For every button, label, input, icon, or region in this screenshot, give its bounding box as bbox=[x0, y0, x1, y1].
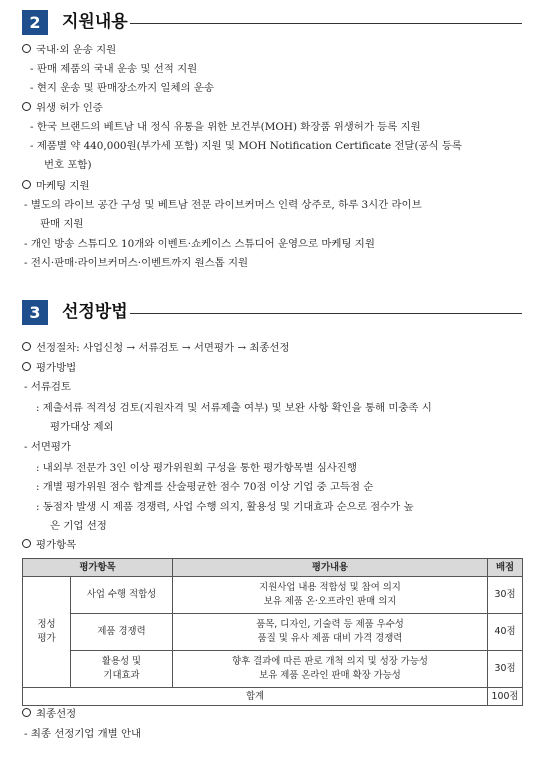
content-line: 품질 및 유사 제품 대비 가격 경쟁력 bbox=[257, 633, 403, 644]
table-row bbox=[23, 577, 523, 614]
bullet-circle-icon bbox=[22, 44, 31, 53]
list-item: : 내외부 전문가 3인 이상 평가위원회 구성을 통한 평가항목별 심사진행 bbox=[36, 462, 357, 474]
item-text: 평가항목 bbox=[36, 539, 77, 551]
list-item bbox=[22, 706, 76, 722]
table-header-row bbox=[23, 559, 523, 577]
content-line: 보유 제품 온·오프라인 판매 의지 bbox=[263, 596, 397, 607]
list-item: : 동점자 발생 시 제품 경쟁력, 사업 수행 의지, 활용성 및 기대효과 순으로 점수가 높 bbox=[36, 501, 414, 513]
section-title: 지원내용 bbox=[62, 12, 128, 32]
section-number-badge: 2 bbox=[22, 10, 48, 35]
section-rule bbox=[130, 313, 522, 314]
list-item: - 최종 선정기업 개별 안내 bbox=[24, 728, 142, 740]
score-cell: 30점 bbox=[488, 577, 523, 614]
item-text: 마케팅 지원 bbox=[36, 180, 90, 192]
content-line: 품목, 디자인, 기술력 등 제품 우수성 bbox=[256, 619, 404, 630]
item-text: 위생 허가 인증 bbox=[36, 102, 103, 114]
list-item: - 제품별 약 440,000원(부가세 포함) 지원 및 MOH Notification Certificate 전달(공식 등록 bbox=[30, 140, 462, 152]
column-header: 평가내용 bbox=[173, 559, 488, 577]
bullet-circle-icon bbox=[22, 342, 31, 351]
bullet-circle-icon bbox=[22, 539, 31, 548]
section-title: 선정방법 bbox=[62, 302, 128, 322]
item-text: 선정절차: 사업신청 → 서류검토 → 서면평가 → 최종선정 bbox=[36, 342, 290, 354]
item-text: 국내·외 운송 지원 bbox=[36, 44, 117, 56]
list-item: : 제출서류 적격성 검토(지원자격 및 서류제출 여부) 및 보완 사항 확인을 통해 미충족 시 bbox=[36, 402, 432, 414]
list-item: - 개인 방송 스튜디오 10개와 이벤트·쇼케이스 스튜디어 운영으로 마케팅 지원 bbox=[24, 238, 375, 250]
list-item: - 현지 운송 및 판매장소까지 일체의 운송 bbox=[30, 82, 214, 94]
list-item: - 판매 제품의 국내 운송 및 선적 지원 bbox=[30, 63, 198, 75]
content-cell bbox=[173, 577, 488, 614]
column-header: 배점 bbox=[488, 559, 523, 577]
item-text: 평가방법 bbox=[36, 362, 77, 374]
list-item bbox=[22, 537, 76, 553]
table-total-row bbox=[23, 688, 523, 706]
list-item: : 개별 평가위원 점수 합계를 산술평균한 점수 70점 이상 기업 중 고득점 순 bbox=[36, 481, 374, 493]
content-cell bbox=[173, 614, 488, 651]
total-score-cell: 100점 bbox=[488, 688, 523, 706]
column-header: 평가항목 bbox=[23, 559, 173, 577]
section-number-badge: 3 bbox=[22, 300, 48, 325]
item-cell: 제품 경쟁력 bbox=[71, 614, 173, 651]
score-cell: 30점 bbox=[488, 651, 523, 688]
list-item bbox=[22, 360, 76, 376]
total-label-cell: 합계 bbox=[23, 688, 488, 706]
group-cell: 정성 평가 bbox=[23, 577, 71, 688]
list-item: - 한국 브랜드의 베트남 내 정식 유통을 위한 보건부(MOH) 화장품 위생허가 등록 지원 bbox=[30, 121, 421, 133]
item-text: 최종선정 bbox=[36, 708, 77, 720]
list-item bbox=[22, 340, 290, 356]
bullet-circle-icon bbox=[22, 362, 31, 371]
content-line: 지원사업 내용 적합성 및 참여 의지 bbox=[259, 582, 401, 593]
list-item bbox=[22, 42, 116, 58]
score-cell: 40점 bbox=[488, 614, 523, 651]
bullet-circle-icon bbox=[22, 102, 31, 111]
list-item bbox=[22, 178, 90, 194]
content-line: 향후 결과에 따른 판로 개척 의지 및 성장 가능성 bbox=[232, 656, 428, 667]
table-row bbox=[23, 614, 523, 651]
table-row bbox=[23, 651, 523, 688]
list-item: 판매 지원 bbox=[40, 218, 84, 230]
bullet-circle-icon bbox=[22, 708, 31, 717]
list-item: 번호 포함) bbox=[44, 159, 92, 171]
section-rule bbox=[130, 23, 522, 24]
content-cell bbox=[173, 651, 488, 688]
bullet-circle-icon bbox=[22, 180, 31, 189]
list-item: - 별도의 라이브 공간 구성 및 베트남 전문 라이브커머스 인력 상주로, 하루 3시간 라이브 bbox=[24, 199, 422, 211]
list-item: 평가대상 제외 bbox=[50, 421, 114, 433]
item-cell: 사업 수행 적합성 bbox=[71, 577, 173, 614]
list-item: - 전시·판매·라이브커머스·이벤트까지 원스톱 지원 bbox=[24, 257, 249, 269]
evaluation-table bbox=[22, 558, 523, 706]
list-item: - 서면평가 bbox=[24, 441, 71, 453]
list-item bbox=[22, 100, 103, 116]
content-line: 보유 제품 온라인 판매 확장 가능성 bbox=[259, 670, 401, 681]
list-item: - 서류검토 bbox=[24, 381, 71, 393]
list-item: 은 기업 선정 bbox=[50, 520, 107, 532]
item-cell: 활용성 및 기대효과 bbox=[71, 651, 173, 688]
